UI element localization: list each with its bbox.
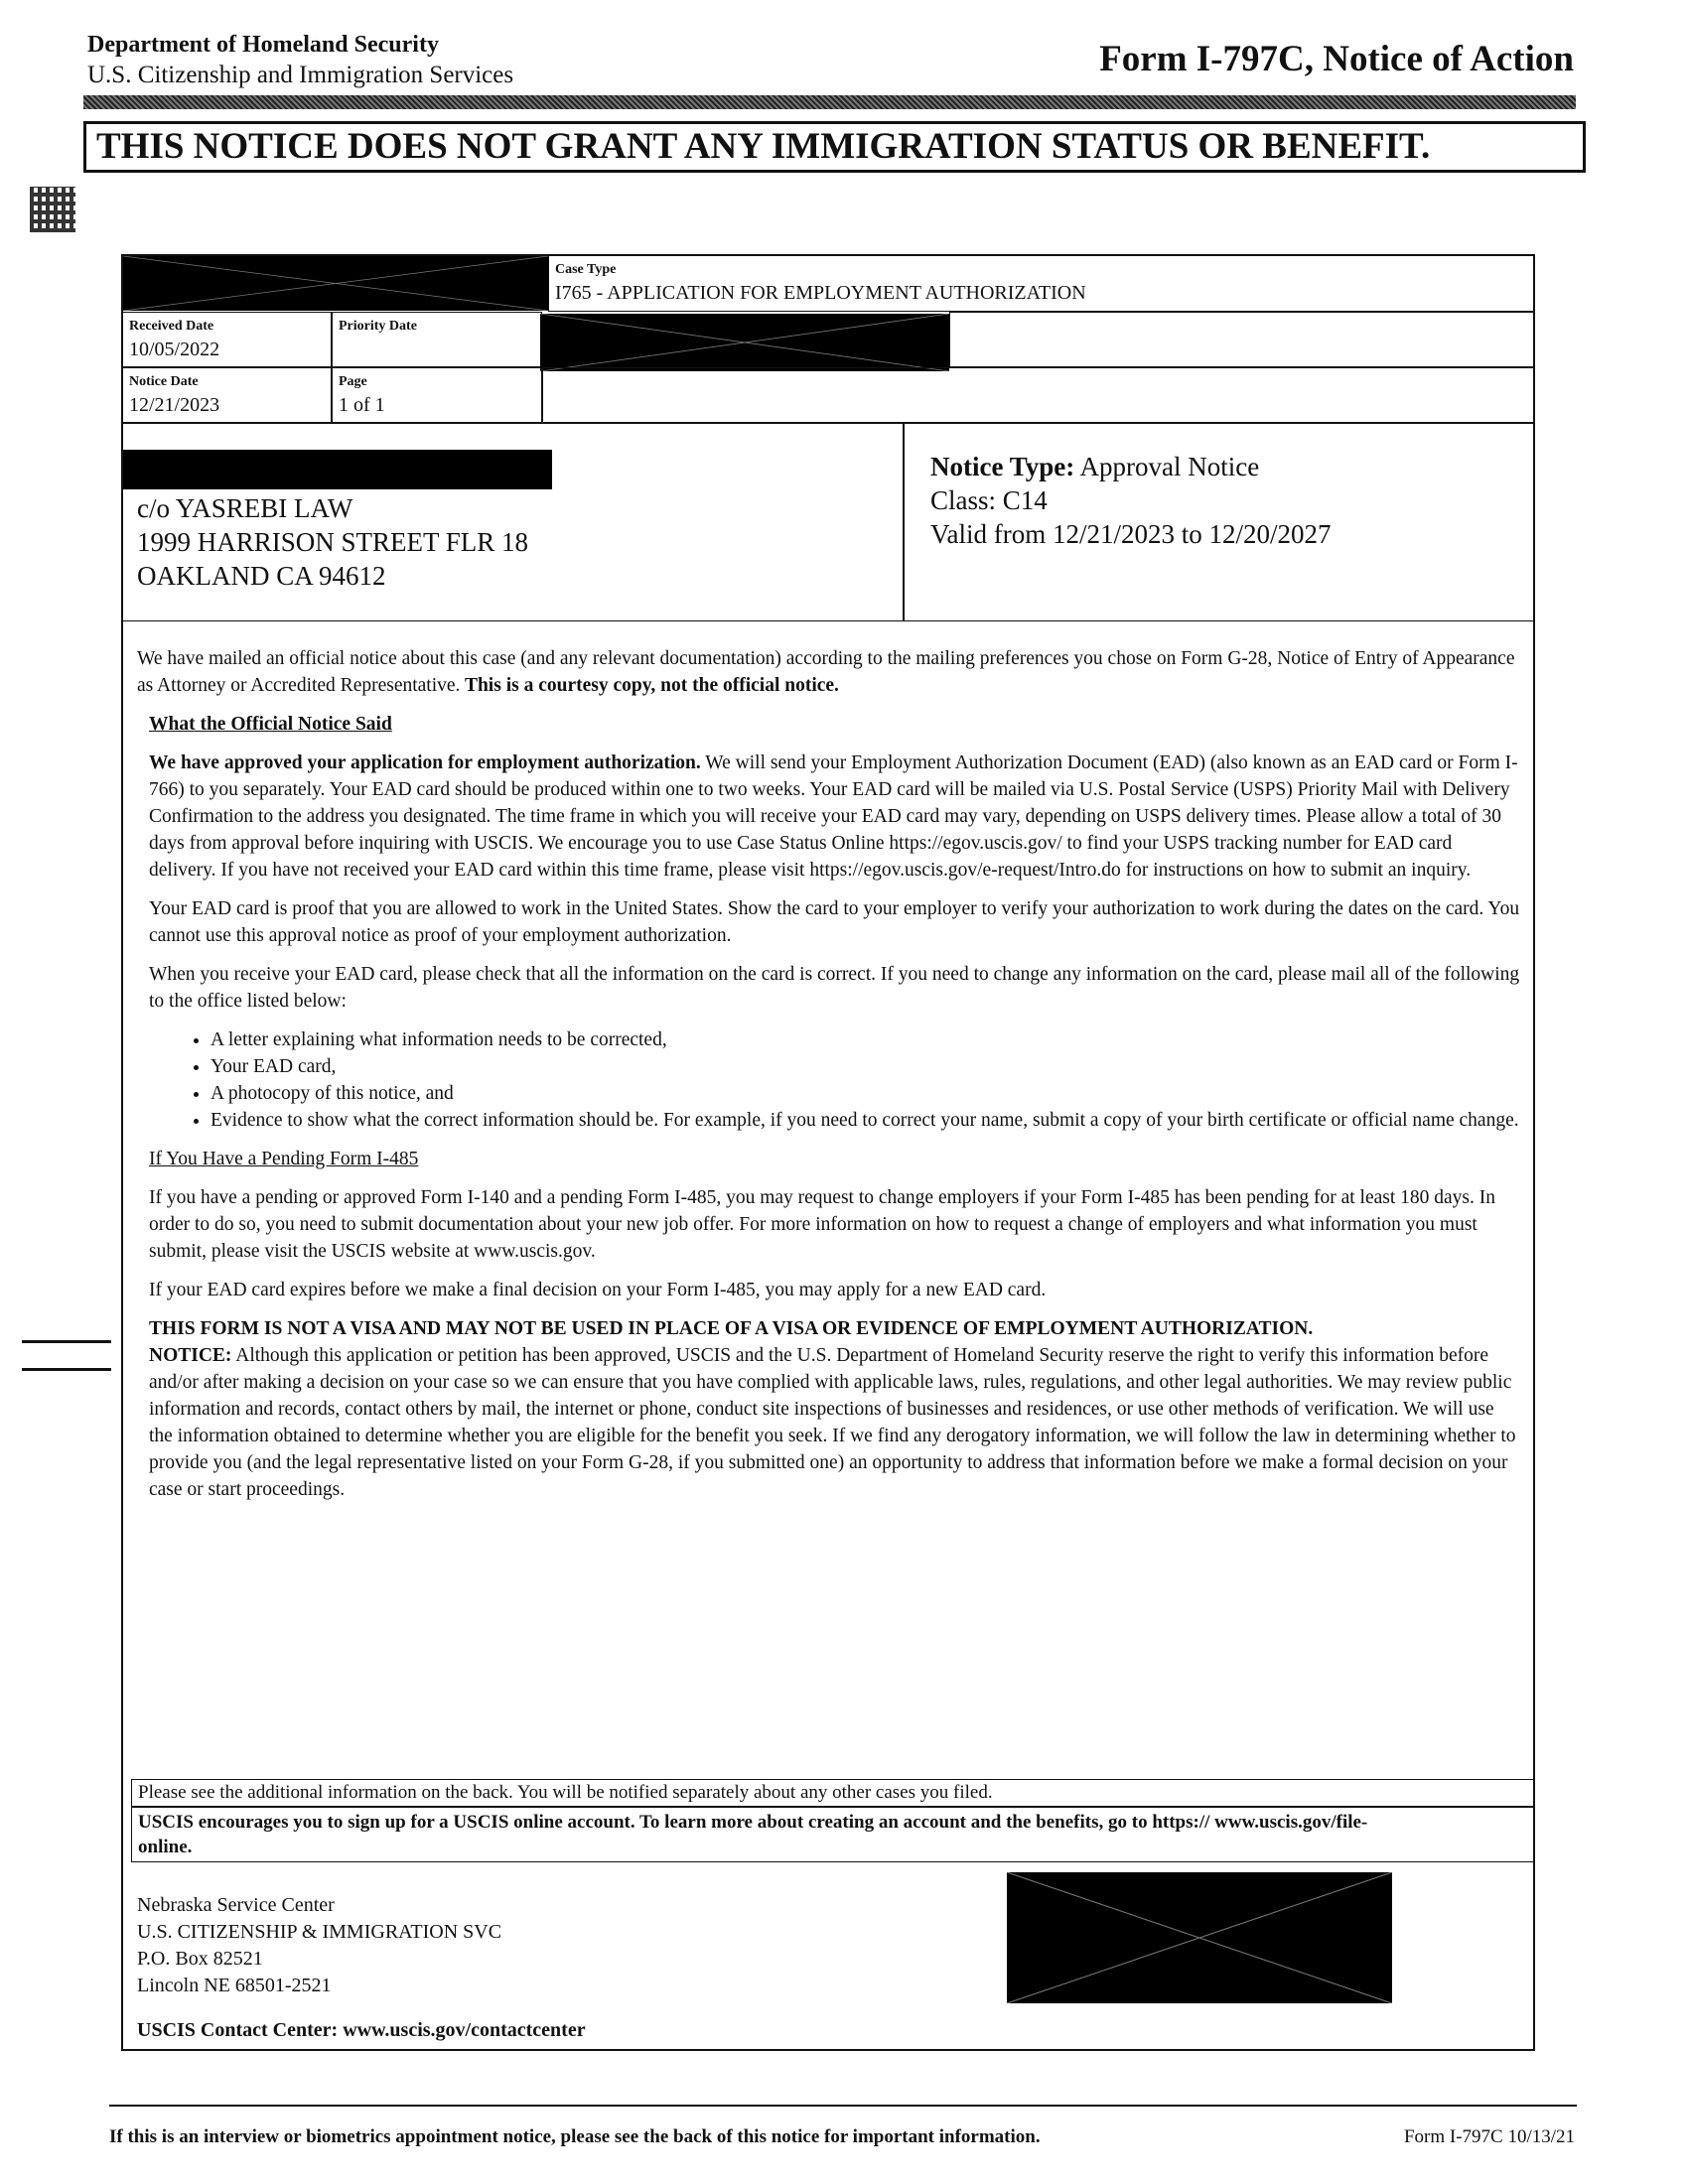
correction-list <box>149 1026 1521 1134</box>
bottom-rule <box>109 2105 1577 2107</box>
page-label: Page <box>339 374 367 389</box>
service-center-line: Nebraska Service Center <box>137 1894 335 1916</box>
agency-name: Department of Homeland Security <box>87 32 439 58</box>
received-date-label: Received Date <box>129 319 214 334</box>
service-center-address <box>137 1892 501 1999</box>
notice-validity: Valid from 12/21/2023 to 12/20/2027 <box>930 519 1332 549</box>
notice-type <box>930 450 1259 483</box>
margin-mark <box>22 1340 111 1343</box>
notice-date-value: 12/21/2023 <box>129 394 220 416</box>
notice-type-block <box>904 423 1535 621</box>
online-account-row: USCIS encourages you to sign up for a USCIS online account. To learn more about creating an account and the benefits, go to https:// www.uscis.gov/file-online. <box>131 1807 1535 1862</box>
bottom-note: If this is an interview or biometrics appointment notice, please see the back of this notice for important information. <box>109 2126 1041 2147</box>
address-line: 1999 HARRISON STREET FLR 18 <box>137 527 529 557</box>
margin-mark <box>22 1368 111 1371</box>
redacted-signature <box>1007 1872 1392 2003</box>
additional-info-row: Please see the additional information on the back. You will be notified separately about any other cases you filed. <box>131 1779 1535 1807</box>
page-value: 1 of 1 <box>339 394 385 416</box>
section-heading: If You Have a Pending Form I-485 <box>149 1149 419 1169</box>
case-type-cell <box>548 256 1535 312</box>
notice-box <box>121 254 1535 2051</box>
mailing-address-block <box>123 423 904 621</box>
received-date-cell <box>123 312 332 367</box>
list-item: • Your EAD card, <box>211 1053 1521 1080</box>
notice-class: Class: C14 <box>930 485 1048 515</box>
redacted-name <box>123 450 552 489</box>
body-paragraph: When you receive your EAD card, please check that all the information on the card is correct. If you need to change any information on the card, please mail all of the following to the office listed below: <box>149 964 1520 1012</box>
section-heading: What the Official Notice Said <box>149 714 392 735</box>
list-item: • A photocopy of this notice, and <box>211 1080 1521 1107</box>
contact-center: USCIS Contact Center: www.uscis.gov/contactcenter <box>137 2019 586 2041</box>
header-rule <box>83 95 1576 109</box>
body-paragraph: If your EAD card expires before we make a final decision on your Form I-485, you may apply for a new EAD card. <box>149 1280 1047 1300</box>
priority-date-label: Priority Date <box>339 319 417 334</box>
barcode-icon <box>30 187 75 232</box>
body-paragraph: Your EAD card is proof that you are allowed to work in the United States. Show the card to your employer to verify your authorization to work during the dates on the card. You cannot use this approval notice as proof of your employment authorization. <box>149 898 1520 946</box>
notice-date-cell <box>123 367 332 423</box>
body-paragraph: We have mailed an official notice about this case (and any relevant documentation) according to the mailing preferences you chose on Form G-28, Notice of Entry of Appearance as Attorney or Accredited Representative. This is a courtesy copy, not the official notice. <box>137 648 1515 696</box>
notice-date-label: Notice Date <box>129 374 199 389</box>
blank-cell <box>949 312 1535 367</box>
body-paragraph: NOTICE: Although this application or petition has been approved, USCIS and the U.S. Department of Homeland Security reserve the right to verify this information before and/or after making a decision on your case so we can ensure that you have complied with applicable laws, rules, regulations, and other legal authorities. We may review public information and records, contact others by mail, the internet or phone, conduct site inspections of businesses and residences, or use other methods of verification. We will use the information obtained to determine whether you are eligible for the benefit you seek. If we find any derogatory information, we will follow the law in determining whether to provide you (and the legal representative listed on your Form G-28, if you submitted one) an opportunity to address that information before we make a formal decision on your case or start proceedings. <box>149 1345 1516 1500</box>
case-type-label: Case Type <box>555 262 617 277</box>
redacted-receipt-number <box>123 256 548 311</box>
page-cell <box>332 367 542 423</box>
notice-banner: THIS NOTICE DOES NOT GRANT ANY IMMIGRATION STATUS OR BENEFIT. <box>83 121 1586 173</box>
service-center-line: P.O. Box 82521 <box>137 1948 263 1970</box>
visa-disclaimer: THIS FORM IS NOT A VISA AND MAY NOT BE USED IN PLACE OF A VISA OR EVIDENCE OF EMPLOYMENT AUTHORIZATION. <box>149 1318 1314 1339</box>
address-line: c/o YASREBI LAW <box>137 493 353 523</box>
case-type-value: I765 - APPLICATION FOR EMPLOYMENT AUTHORIZATION <box>555 282 1086 304</box>
list-item: • A letter explaining what information needs to be corrected, <box>211 1026 1521 1053</box>
service-center-line: Lincoln NE 68501-2521 <box>137 1975 332 1996</box>
notice-body <box>137 645 1521 1515</box>
redacted-applicant-id <box>540 314 949 371</box>
form-title: Form I-797C, Notice of Action <box>1099 39 1574 79</box>
body-paragraph: We have approved your application for employment authorization. We will send your Employment Authorization Document (EAD) (also known as an EAD card or Form I-766) to you separately. Your EAD card should be produced within one to two weeks. Your EAD card will be mailed via U.S. Postal Service (USPS) Priority Mail with Delivery Confirmation to the address you designated. The time frame in which you will receive your EAD card may vary, depending on USPS delivery times. Please allow a total of 30 days from approval before inquiring with USCIS. We encourage you to use Case Status Online https://egov.uscis.gov/ to find your USPS tracking number for EAD card delivery. If you have not received your EAD card within this time frame, please visit https://egov.uscis.gov/e-request/Intro.do for instructions on how to submit an inquiry. <box>149 752 1518 881</box>
service-center-line: U.S. CITIZENSHIP & IMMIGRATION SVC <box>137 1921 502 1943</box>
blank-cell <box>542 367 1535 423</box>
notice-type-value: Approval Notice <box>1079 452 1260 481</box>
priority-date-cell <box>332 312 542 367</box>
body-paragraph: If you have a pending or approved Form I-140 and a pending Form I-485, you may request to change employers if your Form I-485 has been pending for at least 180 days. In order to do so, you need to submit documentation about your new job offer. For more information on how to request a change of employers and what information you must submit, please visit the USCIS website at www.uscis.gov. <box>149 1187 1495 1262</box>
subagency-name: U.S. Citizenship and Immigration Services <box>87 62 514 88</box>
notice-type-label: Notice Type: <box>930 452 1075 481</box>
form-edition: Form I-797C 10/13/21 <box>1403 2126 1575 2147</box>
received-date-value: 10/05/2022 <box>129 339 220 360</box>
address-line: OAKLAND CA 94612 <box>137 561 386 591</box>
list-item: • Evidence to show what the correct information should be. For example, if you need to correct your name, submit a copy of your birth certificate or official name change. <box>211 1107 1521 1134</box>
